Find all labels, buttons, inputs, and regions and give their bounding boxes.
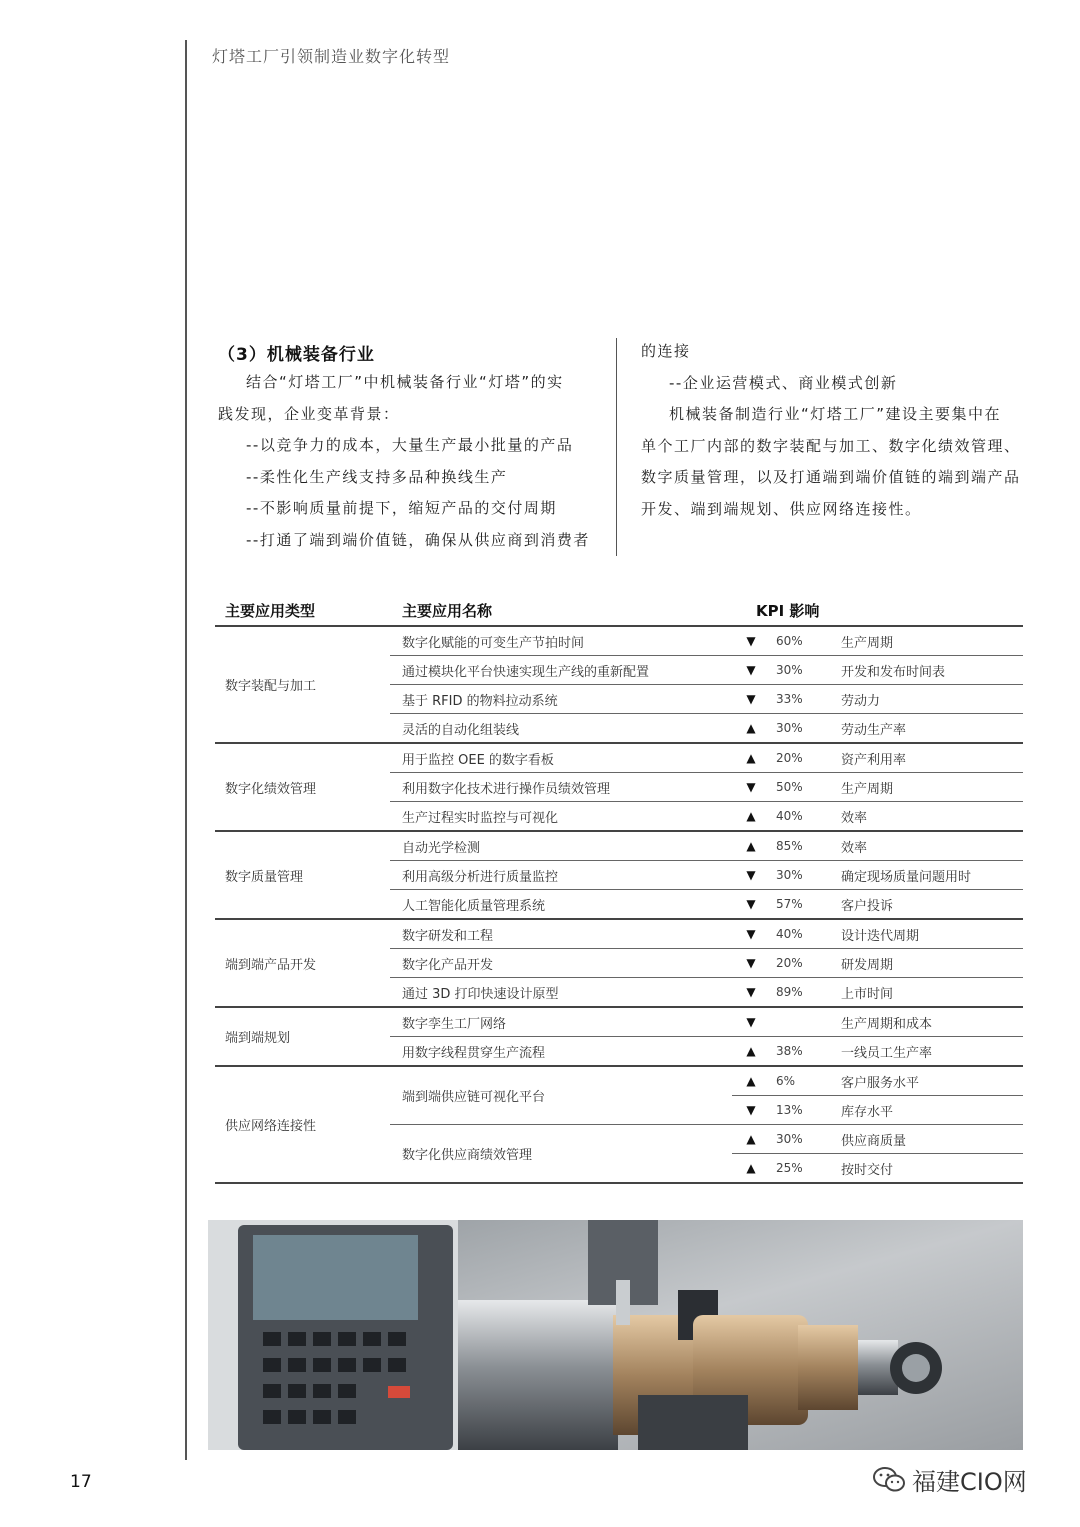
trend-icon: ▼ xyxy=(732,1096,770,1125)
metric-cell: 确定现场质量问题用时 xyxy=(831,861,1023,890)
table-header-row xyxy=(215,595,1023,626)
percent-cell: 40% xyxy=(770,919,831,949)
type-cell: 数字化绩效管理 xyxy=(215,743,390,831)
name-cell: 人工智能化质量管理系统 xyxy=(390,890,732,920)
name-cell: 灵活的自动化组装线 xyxy=(390,714,732,744)
page-number: 17 xyxy=(70,1472,92,1492)
name-cell: 数字化赋能的可变生产节拍时间 xyxy=(390,626,732,656)
metric-cell: 劳动生产率 xyxy=(831,714,1023,744)
name-cell: 通过模块化平台快速实现生产线的重新配置 xyxy=(390,656,732,685)
name-cell: 用数字线程贯穿生产流程 xyxy=(390,1037,732,1067)
right-column-text xyxy=(641,336,1026,525)
name-cell: 端到端供应链可视化平台 xyxy=(390,1066,732,1125)
trend-icon: ▼ xyxy=(732,861,770,890)
name-cell: 自动光学检测 xyxy=(390,831,732,861)
name-cell: 通过 3D 打印快速设计原型 xyxy=(390,978,732,1008)
percent-cell: 13% xyxy=(770,1096,831,1125)
type-cell: 数字质量管理 xyxy=(215,831,390,919)
running-header: 灯塔工厂引领制造业数字化转型 xyxy=(212,47,451,66)
paragraph-line: 数字质量管理，以及打通端到端价值链的端到端产品 xyxy=(641,468,1021,486)
bullet-line: --企业运营模式、商业模式创新 xyxy=(669,373,898,392)
column-divider xyxy=(616,338,617,556)
brand-watermark xyxy=(872,1462,1027,1497)
type-cell: 端到端规划 xyxy=(215,1007,390,1066)
table-row xyxy=(215,1007,1023,1037)
table-row xyxy=(215,831,1023,861)
metric-cell: 效率 xyxy=(831,831,1023,861)
margin-rule xyxy=(185,40,187,1460)
metric-cell: 生产周期 xyxy=(831,773,1023,802)
percent-cell: 20% xyxy=(770,949,831,978)
name-cell: 数字孪生工厂网络 xyxy=(390,1007,732,1037)
header-type: 主要应用类型 xyxy=(215,595,390,626)
paragraph-line: 践发现，企业变革背景： xyxy=(218,404,400,423)
percent-cell: 89% xyxy=(770,978,831,1008)
percent-cell: 30% xyxy=(770,861,831,890)
paragraph-line: 结合“灯塔工厂”中机械装备行业“灯塔”的实 xyxy=(246,373,564,391)
metric-cell: 按时交付 xyxy=(831,1154,1023,1184)
percent-cell: 30% xyxy=(770,656,831,685)
percent-cell: 20% xyxy=(770,743,831,773)
percent-cell: 25% xyxy=(770,1154,831,1184)
trend-icon: ▲ xyxy=(732,1037,770,1067)
trend-icon: ▲ xyxy=(732,714,770,744)
table-row xyxy=(215,743,1023,773)
section-heading: （3）机械装备行业 xyxy=(218,345,375,365)
type-cell: 供应网络连接性 xyxy=(215,1066,390,1183)
percent-cell: 6% xyxy=(770,1066,831,1096)
bullet-line: --以竞争力的成本，大量生产最小批量的产品 xyxy=(246,436,574,454)
trend-icon: ▲ xyxy=(732,1125,770,1154)
metric-cell: 设计迭代周期 xyxy=(831,919,1023,949)
brand-name: 福建CIO网 xyxy=(912,1468,1027,1496)
metric-cell: 客户投诉 xyxy=(831,890,1023,920)
paragraph-line: 开发、端到端规划、供应网络连接性。 xyxy=(641,499,922,518)
percent-cell: 57% xyxy=(770,890,831,920)
name-cell: 基于 RFID 的物料拉动系统 xyxy=(390,685,732,714)
type-cell: 数字装配与加工 xyxy=(215,626,390,743)
trend-icon: ▼ xyxy=(732,773,770,802)
percent-cell: 33% xyxy=(770,685,831,714)
percent-cell: 85% xyxy=(770,831,831,861)
trend-icon: ▲ xyxy=(732,743,770,773)
trend-icon: ▼ xyxy=(732,1007,770,1037)
metric-cell: 上市时间 xyxy=(831,978,1023,1008)
header-kpi: KPI 影响 xyxy=(732,595,1023,626)
header-name: 主要应用名称 xyxy=(390,595,732,626)
table-row xyxy=(215,1066,1023,1096)
metric-cell: 劳动力 xyxy=(831,685,1023,714)
bullet-line: --柔性化生产线支持多品种换线生产 xyxy=(246,467,508,486)
percent-cell: 60% xyxy=(770,626,831,656)
trend-icon: ▼ xyxy=(732,949,770,978)
percent-cell: 38% xyxy=(770,1037,831,1067)
trend-icon: ▼ xyxy=(732,685,770,714)
metric-cell: 效率 xyxy=(831,802,1023,832)
name-cell: 数字化供应商绩效管理 xyxy=(390,1125,732,1184)
type-cell: 端到端产品开发 xyxy=(215,919,390,1007)
table-row xyxy=(215,626,1023,656)
trend-icon: ▼ xyxy=(732,626,770,656)
trend-icon: ▲ xyxy=(732,802,770,832)
name-cell: 用于监控 OEE 的数字看板 xyxy=(390,743,732,773)
trend-icon: ▼ xyxy=(732,978,770,1008)
trend-icon: ▼ xyxy=(732,890,770,920)
kpi-table xyxy=(215,595,1023,1184)
metric-cell: 库存水平 xyxy=(831,1096,1023,1125)
metric-cell: 生产周期 xyxy=(831,626,1023,656)
paragraph-line: 的连接 xyxy=(641,342,691,360)
percent-cell xyxy=(770,1007,831,1037)
name-cell: 利用高级分析进行质量监控 xyxy=(390,861,732,890)
paragraph-line: 单个工厂内部的数字装配与加工、数字化绩效管理、 xyxy=(641,436,1021,455)
wechat-icon xyxy=(872,1466,906,1494)
metric-cell: 客户服务水平 xyxy=(831,1066,1023,1096)
percent-cell: 30% xyxy=(770,1125,831,1154)
trend-icon: ▲ xyxy=(732,1154,770,1184)
name-cell: 数字研发和工程 xyxy=(390,919,732,949)
table-row xyxy=(215,919,1023,949)
metric-cell: 资产利用率 xyxy=(831,743,1023,773)
percent-cell: 30% xyxy=(770,714,831,744)
metric-cell: 生产周期和成本 xyxy=(831,1007,1023,1037)
machinery-photo xyxy=(208,1220,1023,1450)
trend-icon: ▼ xyxy=(732,919,770,949)
metric-cell: 一线员工生产率 xyxy=(831,1037,1023,1067)
percent-cell: 40% xyxy=(770,802,831,832)
name-cell: 利用数字化技术进行操作员绩效管理 xyxy=(390,773,732,802)
trend-icon: ▲ xyxy=(732,1066,770,1096)
percent-cell: 50% xyxy=(770,773,831,802)
paragraph-line: 机械装备制造行业“灯塔工厂”建设主要集中在 xyxy=(669,405,1002,423)
trend-icon: ▲ xyxy=(732,831,770,861)
name-cell: 生产过程实时监控与可视化 xyxy=(390,802,732,832)
left-column-text xyxy=(218,367,603,556)
name-cell: 数字化产品开发 xyxy=(390,949,732,978)
trend-icon: ▼ xyxy=(732,656,770,685)
cnc-machine-illustration xyxy=(208,1220,1023,1450)
bullet-line: --打通了端到端价值链，确保从供应商到消费者 xyxy=(246,530,590,549)
metric-cell: 供应商质量 xyxy=(831,1125,1023,1154)
bullet-line: --不影响质量前提下，缩短产品的交付周期 xyxy=(246,499,557,517)
metric-cell: 研发周期 xyxy=(831,949,1023,978)
metric-cell: 开发和发布时间表 xyxy=(831,656,1023,685)
